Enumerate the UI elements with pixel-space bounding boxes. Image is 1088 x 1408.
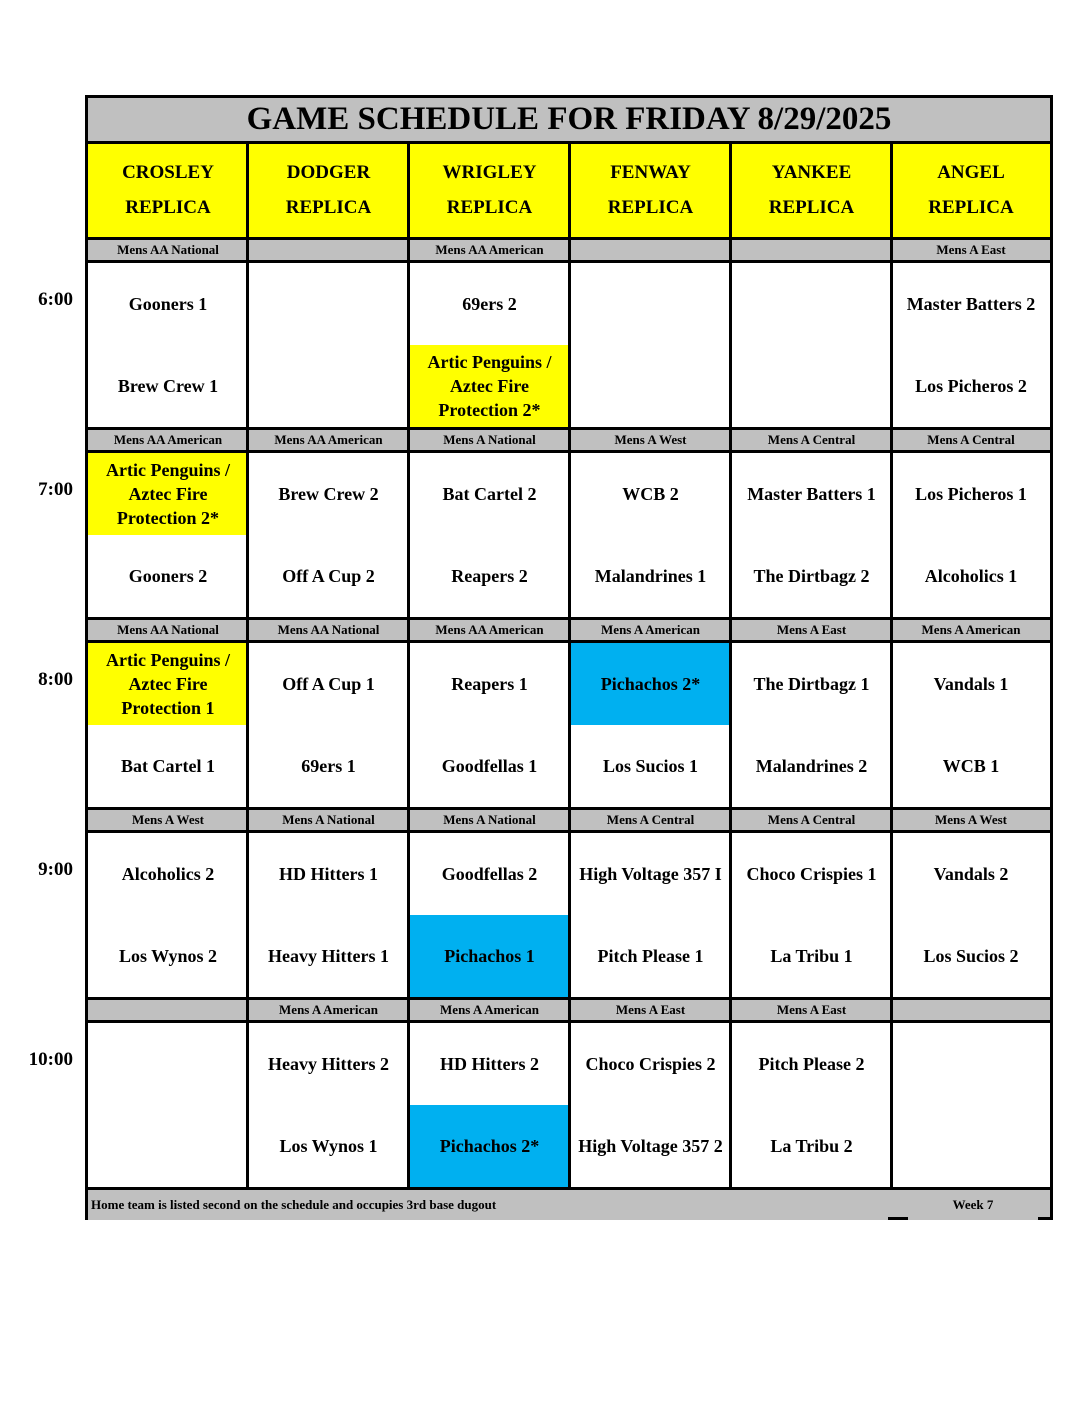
- division-label: Mens A East: [570, 1000, 731, 1020]
- column-rule: [407, 997, 410, 1190]
- column-rule: [246, 997, 249, 1190]
- field-header-crosley: [88, 144, 248, 237]
- team-bottom: Pitch Please 1: [570, 915, 731, 997]
- team-bottom: [88, 1105, 248, 1187]
- division-label: Mens A National: [248, 810, 409, 830]
- field-name: DODGER: [286, 162, 371, 184]
- column-rule: [568, 427, 571, 620]
- column-rule: [890, 144, 893, 240]
- team-bottom: WCB 1: [892, 725, 1050, 807]
- team-bottom: Reapers 2: [409, 535, 570, 617]
- field-subtitle: REPLICA: [607, 196, 694, 218]
- column-rule: [729, 427, 732, 620]
- team-bottom: Goodfellas 1: [409, 725, 570, 807]
- team-top: Off A Cup 1: [248, 643, 409, 725]
- team-top: Brew Crew 2: [248, 453, 409, 535]
- column-rule: [890, 237, 893, 430]
- column-rule: [246, 617, 249, 810]
- column-rule: [246, 807, 249, 1000]
- page-title: GAME SCHEDULE FOR FRIDAY 8/29/2025: [88, 98, 1050, 141]
- field-subtitle: REPLICA: [125, 196, 211, 218]
- division-label: Mens AA American: [409, 620, 570, 640]
- column-rule: [568, 617, 571, 810]
- team-top: Bat Cartel 2: [409, 453, 570, 535]
- division-label: Mens A Central: [570, 810, 731, 830]
- footer-week: Week 7: [908, 1190, 1038, 1220]
- division-label: Mens A National: [409, 810, 570, 830]
- team-top: [88, 1023, 248, 1105]
- division-label: Mens AA American: [88, 430, 248, 450]
- team-bottom: Los Wynos 1: [248, 1105, 409, 1187]
- field-header-angel: [892, 144, 1050, 237]
- column-rule: [246, 144, 249, 240]
- field-header-fenway: [570, 144, 731, 237]
- column-rule: [729, 807, 732, 1000]
- schedule-table: [85, 95, 1053, 1220]
- column-rule: [729, 617, 732, 810]
- team-top: WCB 2: [570, 453, 731, 535]
- team-top: Master Batters 2: [892, 263, 1050, 345]
- team-bottom: [731, 345, 892, 427]
- division-label: Mens AA National: [88, 240, 248, 260]
- column-rule: [568, 237, 571, 430]
- column-rule: [568, 807, 571, 1000]
- team-top: 69ers 2: [409, 263, 570, 345]
- division-label: Mens A West: [570, 430, 731, 450]
- team-bottom: La Tribu 1: [731, 915, 892, 997]
- division-label: [248, 240, 409, 260]
- division-label: Mens A American: [248, 1000, 409, 1020]
- division-label: Mens A West: [892, 810, 1050, 830]
- team-top: Pichachos 2*: [570, 643, 731, 725]
- time-label: 10:00: [28, 1049, 73, 1070]
- field-name: CROSLEY: [122, 162, 214, 184]
- division-label: Mens A American: [570, 620, 731, 640]
- column-rule: [407, 427, 410, 620]
- team-top: Artic Penguins / Aztec Fire Protection 1: [88, 643, 248, 725]
- column-rule: [729, 997, 732, 1190]
- division-label: Mens A Central: [731, 810, 892, 830]
- field-name: ANGEL: [937, 162, 1005, 184]
- column-rule: [407, 237, 410, 430]
- column-rule: [246, 237, 249, 430]
- division-label: Mens A East: [731, 1000, 892, 1020]
- time-label: 8:00: [38, 669, 73, 690]
- field-header-yankee: [731, 144, 892, 237]
- team-top: HD Hitters 2: [409, 1023, 570, 1105]
- field-name: YANKEE: [771, 162, 852, 184]
- division-label: [570, 240, 731, 260]
- time-label: 6:00: [38, 289, 73, 310]
- team-top: Choco Crispies 1: [731, 833, 892, 915]
- column-rule: [890, 997, 893, 1190]
- column-rule: [890, 807, 893, 1000]
- division-label: [731, 240, 892, 260]
- team-bottom: Off A Cup 2: [248, 535, 409, 617]
- team-bottom: Heavy Hitters 1: [248, 915, 409, 997]
- team-top: Reapers 1: [409, 643, 570, 725]
- field-header-dodger: [248, 144, 409, 237]
- team-bottom: Brew Crew 1: [88, 345, 248, 427]
- team-top: Vandals 1: [892, 643, 1050, 725]
- division-label: Mens A West: [88, 810, 248, 830]
- team-bottom: The Dirtbagz 2: [731, 535, 892, 617]
- team-bottom: [892, 1105, 1050, 1187]
- team-top: Gooners 1: [88, 263, 248, 345]
- division-label: Mens A American: [892, 620, 1050, 640]
- field-subtitle: REPLICA: [768, 196, 855, 218]
- team-bottom: Los Wynos 2: [88, 915, 248, 997]
- team-top: Choco Crispies 2: [570, 1023, 731, 1105]
- column-rule: [407, 617, 410, 810]
- division-label: Mens A East: [892, 240, 1050, 260]
- division-label: Mens AA American: [248, 430, 409, 450]
- column-rule: [890, 427, 893, 620]
- team-bottom: Bat Cartel 1: [88, 725, 248, 807]
- team-bottom: [570, 345, 731, 427]
- team-top: Pitch Please 2: [731, 1023, 892, 1105]
- division-label: [892, 1000, 1050, 1020]
- team-bottom: Pichachos 1: [409, 915, 570, 997]
- field-name: WRIGLEY: [442, 162, 537, 184]
- division-label: Mens A National: [409, 430, 570, 450]
- field-subtitle: REPLICA: [446, 196, 533, 218]
- column-rule: [568, 997, 571, 1190]
- column-rule: [729, 237, 732, 430]
- time-label: 7:00: [38, 479, 73, 500]
- team-bottom: High Voltage 357 2: [570, 1105, 731, 1187]
- field-subtitle: REPLICA: [928, 196, 1014, 218]
- team-top: Vandals 2: [892, 833, 1050, 915]
- team-top: [570, 263, 731, 345]
- team-bottom: Pichachos 2*: [409, 1105, 570, 1187]
- team-bottom: Alcoholics 1: [892, 535, 1050, 617]
- team-top: HD Hitters 1: [248, 833, 409, 915]
- division-label: Mens A Central: [731, 430, 892, 450]
- team-top: [248, 263, 409, 345]
- team-top: High Voltage 357 I: [570, 833, 731, 915]
- field-subtitle: REPLICA: [285, 196, 372, 218]
- column-rule: [890, 617, 893, 810]
- column-rule: [407, 807, 410, 1000]
- team-top: [892, 1023, 1050, 1105]
- team-top: Master Batters 1: [731, 453, 892, 535]
- division-label: Mens AA American: [409, 240, 570, 260]
- footer-note: Home team is listed second on the schedule and occupies 3rd base dugout: [88, 1190, 888, 1220]
- team-top: Heavy Hitters 2: [248, 1023, 409, 1105]
- column-rule: [729, 144, 732, 240]
- team-top: Goodfellas 2: [409, 833, 570, 915]
- division-label: Mens A American: [409, 1000, 570, 1020]
- division-label: [88, 1000, 248, 1020]
- team-top: [731, 263, 892, 345]
- division-label: Mens AA National: [88, 620, 248, 640]
- division-label: Mens AA National: [248, 620, 409, 640]
- team-bottom: Malandrines 1: [570, 535, 731, 617]
- column-rule: [246, 427, 249, 620]
- team-top: The Dirtbagz 1: [731, 643, 892, 725]
- team-bottom: Los Sucios 2: [892, 915, 1050, 997]
- team-top: Los Picheros 1: [892, 453, 1050, 535]
- field-name: FENWAY: [610, 162, 691, 184]
- team-bottom: Artic Penguins / Aztec Fire Protection 2*: [409, 345, 570, 427]
- column-rule: [568, 144, 571, 240]
- time-label: 9:00: [38, 859, 73, 880]
- team-top: Artic Penguins / Aztec Fire Protection 2*: [88, 453, 248, 535]
- team-bottom: Los Sucios 1: [570, 725, 731, 807]
- team-bottom: La Tribu 2: [731, 1105, 892, 1187]
- team-bottom: Malandrines 2: [731, 725, 892, 807]
- team-bottom: Los Picheros 2: [892, 345, 1050, 427]
- column-rule: [407, 144, 410, 240]
- division-label: Mens A East: [731, 620, 892, 640]
- team-bottom: Gooners 2: [88, 535, 248, 617]
- team-bottom: [248, 345, 409, 427]
- team-bottom: 69ers 1: [248, 725, 409, 807]
- division-label: Mens A Central: [892, 430, 1050, 450]
- team-top: Alcoholics 2: [88, 833, 248, 915]
- field-header-wrigley: [409, 144, 570, 237]
